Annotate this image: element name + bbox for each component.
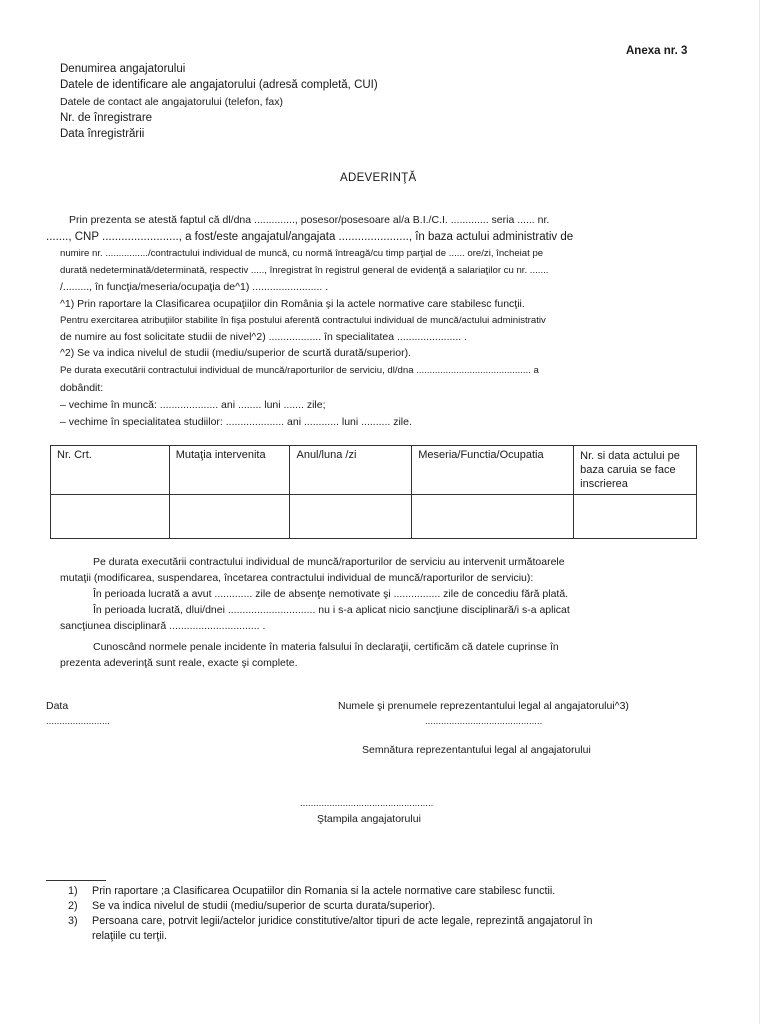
col-header-act: Nr. si data actului pe baza caruia se face inscrierea (574, 446, 697, 495)
col-header-occupation: Meseria/Functia/Ocupatia (412, 446, 574, 495)
date-label: Data (46, 700, 69, 712)
date-dots: ........................ (46, 716, 110, 727)
certification-line-2: prezenta adeverinţă sunt reale, exacte şi complete. (60, 657, 298, 669)
sanctions-line-1: În perioada lucrată, dlui/dnei .............................. nu i s-a aplicat nicio sancţiune disciplinară/i s-a aplicat (93, 604, 570, 616)
body-line-5: /........., în funcţia/meseria/ocupaţia de^1) ........................ . (60, 281, 329, 293)
table-cell (574, 495, 697, 539)
col-header-nr: Nr. Crt. (51, 446, 170, 495)
table-cell (169, 495, 290, 539)
body-line-4: durată nedeterminată/determinată, respectiv ....., înregistrat în registrul general de evidenţă a salariaţilor cu nr. ....... (60, 265, 549, 276)
absences-line: În perioada lucrată a avut ............. zile de absenţe nemotivate şi ................ zile de concediu fără plată. (93, 588, 569, 600)
table-cell (412, 495, 574, 539)
col-header-mutation: Mutaţia intervenita (169, 446, 290, 495)
footnote-number: 3) (68, 915, 78, 927)
footnote-1 (68, 885, 555, 897)
specialty-seniority-line: – vechime în specialitatea studiilor: .................... ani ............ luni .......... zile. (60, 416, 412, 428)
body-line-7: Pentru exercitarea atribuţiilor stabilite în fişa postului aferentă contractului individual de muncă/actului administrativ (60, 315, 546, 326)
certification-line-1: Cunoscând normele penale incidente în materia falsului în declaraţii, certificăm că datele cuprinse în (93, 641, 559, 653)
footnote-3-continuation: relaţiile cu terţii. (92, 930, 168, 942)
history-table (50, 445, 697, 539)
footnote-3 (68, 915, 593, 927)
table-cell (51, 495, 170, 539)
work-seniority-line: – vechime în muncă: .................... ani ........ luni ....... zile; (60, 399, 326, 411)
body-line-3: numire nr. ................/contractului individual de muncă, cu normă întreagă/cu timp parţial de ...... ore/zi, încheiat pe (60, 248, 544, 259)
annex-label: Anexa nr. 3 (626, 45, 688, 57)
body-line-2: ......., CNP ........................, a fost/este angajatul/angajata ......................, în baza actului administrativ de (46, 231, 574, 243)
footnote-text: Prin raportare ;a Clasificarea Ocupatiilor din Romania si la actele normative care stabilesc functii. (92, 885, 556, 897)
footnote-inline-1: ^1) Prin raportare la Clasificarea ocupaţiilor din România şi la actele normative care stabilesc funcţii. (60, 298, 525, 310)
employer-name-label: Denumirea angajatorului (60, 63, 186, 75)
employer-id-label: Datele de identificare ale angajatorului (adresă completă, CUI) (60, 79, 378, 91)
stamp-dots: .................................................. (300, 798, 434, 809)
body-line-1: Prin prezenta se atestă faptul că dl/dna .............., posesor/posesoare al/a B.I./C.I. ............. seria ...... nr. (69, 214, 550, 226)
sanctions-line-2: sancţiunea disciplinară ............................... . (60, 620, 266, 632)
registration-date-label: Data înregistrării (60, 128, 145, 140)
footnote-number: 1) (68, 885, 78, 897)
registration-number-label: Nr. de înregistrare (60, 112, 153, 124)
body-line-8: de numire au fost solicitate studii de nivel^2) .................. în specialitatea ...................... . (60, 331, 468, 343)
footnote-inline-2: ^2) Se va indica nivelul de studii (mediu/superior de scurtă durată/superior). (60, 347, 412, 359)
table-row (51, 495, 697, 539)
body-line-10: Pe durata executării contractului individual de muncă/raporturilor de serviciu, dl/dna ........................................... a (60, 365, 539, 376)
footnote-separator (46, 880, 106, 881)
representative-signature-label: Semnătura reprezentantului legal al angajatorului (362, 744, 591, 756)
footnote-2 (68, 900, 435, 912)
footnote-text: Persoana care, potrvit legii/actelor juridice constitutive/altor tipuri de acte legale, reprezintă angajatorul în (92, 915, 593, 927)
employer-contact-label: Datele de contact ale angajatorului (telefon, fax) (60, 96, 283, 108)
document-title: ADEVERINŢĂ (340, 172, 417, 184)
footnote-text: Se va indica nivelul de studii (mediu/superior de scurta durata/superior). (92, 900, 436, 912)
mutations-line-2: mutaţii (modificarea, suspendarea, încetarea contractului individual de muncă/raporturilor de serviciu): (60, 572, 534, 584)
representative-name-dots: ............................................ (425, 716, 543, 727)
page-edge (759, 0, 760, 1024)
representative-name-label: Numele şi prenumele reprezentantului legal al angajatorului^3) (338, 700, 629, 712)
footnote-number: 2) (68, 900, 78, 912)
mutations-line-1: Pe durata executării contractului individual de muncă/raporturilor de serviciu au intervenit următoarele (93, 556, 565, 568)
table-header-row (51, 446, 697, 495)
stamp-label: Ştampila angajatorului (317, 813, 421, 825)
table-cell (290, 495, 412, 539)
col-header-date: Anul/luna /zi (290, 446, 412, 495)
body-line-11: dobândit: (60, 382, 104, 394)
